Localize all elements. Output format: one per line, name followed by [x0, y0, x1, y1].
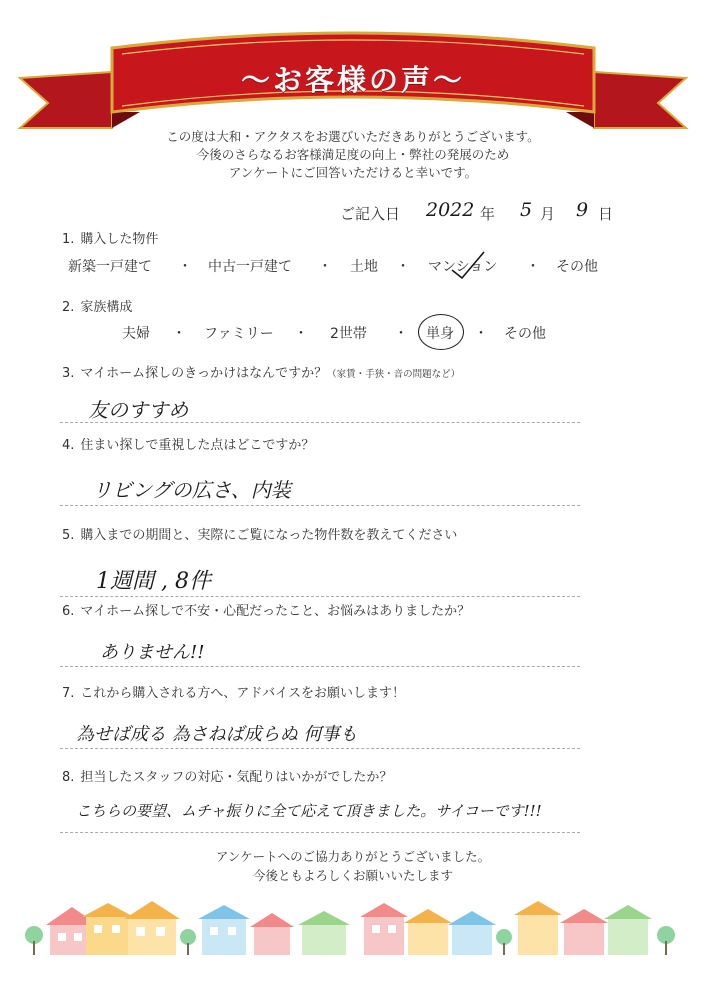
check-mark-icon [448, 246, 488, 286]
q1-option-selected: マンション [428, 259, 498, 275]
separator-dot: ・ [294, 326, 308, 342]
intro-text [120, 128, 586, 182]
house-icon [604, 905, 652, 955]
separator-dot: ・ [394, 326, 408, 342]
q1-option: 中古一戸建て [208, 259, 292, 275]
separator-dot: ・ [474, 326, 488, 342]
answer-line [60, 748, 580, 749]
month-unit: 月 [540, 205, 556, 223]
house-icon [250, 913, 294, 955]
question-1: 1. 購入した物件 [62, 232, 159, 247]
intro-line: アンケートにご回答いただけると幸いです。 [228, 165, 478, 180]
answer-line [60, 505, 580, 506]
closing-line: アンケートへのご協力ありがとうございました。 [215, 849, 491, 864]
house-icon [404, 909, 452, 955]
closing-text [150, 847, 556, 885]
q1-option: 新築一戸建て [68, 259, 152, 275]
intro-line: この度は大和・アクタスをお選びいただきありがとうございます。 [166, 129, 540, 144]
answer-3: 友のすすめ [88, 398, 189, 422]
separator-dot: ・ [396, 259, 410, 275]
houses-illustration [20, 895, 686, 965]
separator-dot: ・ [526, 259, 540, 275]
answer-4: リビングの広さ、内装 [92, 478, 291, 502]
q1-option: その他 [556, 259, 598, 275]
page-title: 〜お客様の声〜 [240, 63, 465, 97]
question-3: 3. マイホーム探しのきっかけはなんですか？（家賃・手狭・音の問題など） [62, 366, 461, 381]
separator-dot: ・ [172, 326, 186, 342]
answer-7: 為せば成る 為さねば成らぬ 何事も [76, 724, 358, 745]
house-icon [82, 903, 134, 955]
day-unit: 日 [598, 205, 614, 223]
question-8: 8. 担当したスタッフの対応・気配りはいかがでしたか？ [62, 770, 393, 785]
tree-icon [496, 929, 512, 955]
date-month: 5 [520, 199, 533, 221]
house-icon [198, 905, 250, 955]
house-icon [360, 903, 408, 955]
tree-icon [657, 926, 675, 955]
separator-dot: ・ [178, 259, 192, 275]
q2-option-selected: 単身 [426, 326, 454, 342]
q2-option: 夫婦 [122, 326, 150, 342]
date-label: ご記入日 [340, 205, 401, 223]
answer-line [60, 666, 580, 667]
q2-option: 2世帯 [330, 326, 367, 342]
date-year: 2022 [426, 199, 475, 221]
question-4: 4. 住まい探しで重視した点はどこですか？ [62, 438, 315, 453]
answer-line [60, 596, 580, 597]
q1-option: 土地 [350, 259, 378, 275]
q2-option: ファミリー [204, 326, 274, 342]
answer-line [60, 832, 580, 833]
question-7: 7. これから購入される方へ、アドバイスをお願いします！ [62, 686, 406, 701]
answer-8: こちらの要望、ムチャ振りに全て応えて頂きました。サイコーです!!! [76, 802, 542, 820]
selection-circle-icon [418, 314, 464, 350]
tree-icon [25, 926, 43, 955]
house-icon [298, 911, 350, 955]
answer-5: 1週間 , 8件 [96, 569, 211, 594]
separator-dot: ・ [318, 259, 332, 275]
tree-icon [180, 929, 196, 955]
closing-line: 今後ともよろしくお願いいたします [252, 868, 453, 883]
q2-option: その他 [504, 326, 546, 342]
answer-6: ありません!! [100, 642, 205, 663]
house-icon [514, 901, 562, 955]
intro-line: 今後のさらなるお客様満足度の向上・弊社の発展のため [196, 147, 510, 162]
question-6: 6. マイホーム探しで不安・心配だったこと、お悩みはありましたか？ [62, 604, 471, 619]
house-icon [560, 909, 608, 955]
question-2: 2. 家族構成 [62, 300, 133, 315]
date-day: 9 [576, 199, 589, 221]
house-icon [124, 901, 180, 955]
house-icon [448, 911, 496, 955]
year-unit: 年 [480, 205, 496, 223]
answer-line [60, 422, 580, 423]
question-5: 5. 購入までの期間と、実際にご覧になった物件数を教えてください [62, 528, 458, 543]
